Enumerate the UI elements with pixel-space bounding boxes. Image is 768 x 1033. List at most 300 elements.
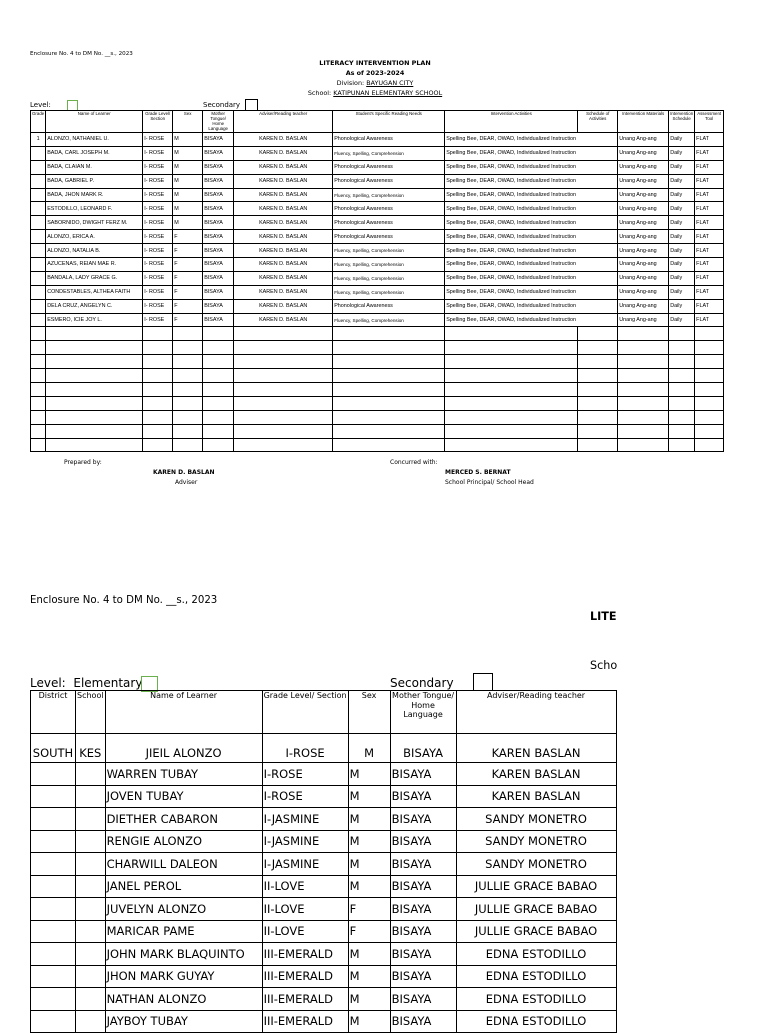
cell-adviser: KAREN D. BASLAN [234, 299, 333, 313]
cell-school [76, 808, 106, 831]
empty-cell [143, 369, 173, 383]
empty-cell [578, 355, 618, 369]
cell-school [76, 920, 106, 943]
prepared-by-role: Adviser [175, 479, 198, 486]
column-header: Name of Learner [105, 691, 262, 734]
table-row [31, 898, 617, 921]
cell-district [31, 785, 76, 808]
cell-materials: Unang Ang-ang [618, 313, 669, 327]
cell-name: BADA, GABRIEL P. [46, 174, 143, 188]
empty-cell [46, 341, 143, 355]
empty-cell [143, 424, 173, 438]
column-header: Adviser/Reading teacher [456, 691, 616, 734]
cell-needs: Phonological Awareness [333, 160, 445, 174]
cell-schedule [578, 216, 618, 230]
empty-cell [173, 355, 203, 369]
cell-needs: Fluency, Spelling, Comprehension [333, 188, 445, 202]
cell-school [76, 943, 106, 966]
table-row [31, 313, 724, 327]
column-header: District [31, 691, 76, 734]
cell-schedule [578, 188, 618, 202]
division-name: BAYUGAN CITY [366, 79, 414, 87]
cell-sex: F [173, 285, 203, 299]
table-row [31, 285, 724, 299]
empty-cell [203, 410, 234, 424]
cell-activities: Spelling Bee, DEAR, OWAD, Individualized Instruction [445, 258, 578, 272]
cell-section: III-EMERALD [262, 943, 348, 966]
empty-cell [618, 327, 669, 341]
cell-materials: Unang Ang-ang [618, 271, 669, 285]
cell-sex: M [348, 875, 390, 898]
cell-tool: FLAT [695, 230, 724, 244]
cell-materials: Unang Ang-ang [618, 244, 669, 258]
empty-cell [695, 383, 724, 397]
cell-tongue: BISAYA [390, 763, 456, 786]
empty-cell [31, 369, 46, 383]
table-row [31, 830, 617, 853]
cell-tongue: BISAYA [203, 160, 234, 174]
enclosure-text: Enclosure No. 4 to DM No. __s., 2023 [30, 51, 133, 57]
table-row [31, 853, 617, 876]
empty-cell [578, 383, 618, 397]
empty-cell [333, 383, 445, 397]
empty-row [31, 355, 724, 369]
school-line [270, 89, 480, 97]
cell-tongue: BISAYA [203, 133, 234, 147]
cell-tool: FLAT [695, 133, 724, 147]
cell-section: II-LOVE [262, 875, 348, 898]
cell-activities: Spelling Bee, DEAR, OWAD, Individualized Instruction [445, 160, 578, 174]
cell-section: I-JASMINE [262, 808, 348, 831]
empty-cell [445, 355, 578, 369]
cell-int_sched: Daily [669, 216, 695, 230]
table-row [31, 943, 617, 966]
empty-cell [203, 383, 234, 397]
cell-district [31, 1010, 76, 1033]
empty-cell [445, 327, 578, 341]
cell-adviser: KAREN D. BASLAN [234, 230, 333, 244]
cell-grade [31, 188, 46, 202]
empty-cell [695, 424, 724, 438]
level-label-2: Level: [30, 676, 66, 690]
title-fragment: LITE [590, 610, 617, 623]
cell-name: ESMERO, ICIE JOY L. [46, 313, 143, 327]
cell-grade: 1 [31, 133, 46, 147]
cell-needs: Phonological Awareness [333, 174, 445, 188]
cell-sex: M [173, 188, 203, 202]
cell-adviser: KAREN D. BASLAN [234, 133, 333, 147]
empty-row [31, 410, 724, 424]
cell-name: BADA, JHON MARK R. [46, 188, 143, 202]
cell-sex: M [348, 808, 390, 831]
cell-tongue: BISAYA [390, 920, 456, 943]
document-title: LITERACY INTERVENTION PLAN [319, 59, 431, 67]
cell-int_sched: Daily [669, 230, 695, 244]
concurred-name: MERCED S. BERNAT [445, 469, 511, 476]
empty-cell [669, 369, 695, 383]
cell-tongue: BISAYA [203, 202, 234, 216]
table-row [31, 734, 617, 763]
cell-needs: Phonological Awareness [333, 216, 445, 230]
table-row [31, 160, 724, 174]
cell-activities: Spelling Bee, DEAR, OWAD, Individualized Instruction [445, 271, 578, 285]
empty-cell [445, 369, 578, 383]
cell-name: ALONZO, NATHANIEL U. [46, 133, 143, 147]
cell-int_sched: Daily [669, 188, 695, 202]
column-header: School [76, 691, 106, 734]
cell-adviser: SANDY MONETRO [456, 830, 616, 853]
cell-int_sched: Daily [669, 146, 695, 160]
cell-sex: F [173, 230, 203, 244]
cell-district [31, 943, 76, 966]
cell-tongue: BISAYA [203, 146, 234, 160]
cell-adviser: KAREN BASLAN [456, 763, 616, 786]
empty-cell [669, 410, 695, 424]
column-header: Assessment Tool [695, 111, 724, 133]
empty-cell [173, 327, 203, 341]
empty-cell [445, 396, 578, 410]
cell-adviser: KAREN BASLAN [456, 785, 616, 808]
cell-name: ESTODILLO, LEONARD F. [46, 202, 143, 216]
column-header: Intervention Schedule [669, 111, 695, 133]
table-row [31, 133, 724, 147]
cell-section: I- ROSE [143, 216, 173, 230]
empty-cell [203, 369, 234, 383]
cell-section: I-ROSE [262, 763, 348, 786]
secondary-label: Secondary [203, 101, 241, 109]
empty-cell [333, 396, 445, 410]
cell-sex: M [348, 965, 390, 988]
empty-cell [173, 396, 203, 410]
cell-section: I- ROSE [143, 202, 173, 216]
cell-sex: M [348, 943, 390, 966]
empty-cell [333, 355, 445, 369]
empty-cell [234, 327, 333, 341]
cell-sex: M [173, 160, 203, 174]
empty-cell [203, 438, 234, 452]
cell-activities: Spelling Bee, DEAR, OWAD, Individualized Instruction [445, 174, 578, 188]
empty-cell [31, 424, 46, 438]
empty-cell [31, 396, 46, 410]
cell-materials: Unang Ang-ang [618, 285, 669, 299]
cell-district [31, 830, 76, 853]
cell-adviser: KAREN D. BASLAN [234, 174, 333, 188]
table-row [31, 230, 724, 244]
cell-tongue: BISAYA [390, 853, 456, 876]
learner-table [30, 690, 617, 1033]
empty-cell [333, 424, 445, 438]
empty-cell [173, 410, 203, 424]
cell-grade [31, 160, 46, 174]
cell-name: DELA CRUZ, ANGELYN C. [46, 299, 143, 313]
table-header-row [31, 111, 724, 133]
cell-needs: Fluency, Spelling, Comprehension [333, 271, 445, 285]
cell-tool: FLAT [695, 258, 724, 272]
table-row [31, 244, 724, 258]
cell-activities: Spelling Bee, DEAR, OWAD, Individualized Instruction [445, 146, 578, 160]
empty-cell [173, 438, 203, 452]
cell-schedule [578, 244, 618, 258]
cell-tongue: BISAYA [203, 258, 234, 272]
empty-cell [333, 438, 445, 452]
cell-needs: Fluency, Spelling, Comprehension [333, 285, 445, 299]
empty-cell [31, 438, 46, 452]
empty-cell [578, 410, 618, 424]
cell-section: I- ROSE [143, 146, 173, 160]
empty-cell [203, 341, 234, 355]
empty-cell [695, 341, 724, 355]
cell-adviser: KAREN D. BASLAN [234, 146, 333, 160]
cell-school [76, 898, 106, 921]
table-row [31, 988, 617, 1011]
secondary-label-2: Secondary [390, 676, 454, 690]
empty-cell [445, 410, 578, 424]
cell-name: BADA, CLAIAN M. [46, 160, 143, 174]
cell-tool: FLAT [695, 188, 724, 202]
cell-adviser: KAREN BASLAN [456, 734, 616, 763]
cell-district [31, 965, 76, 988]
empty-cell [31, 410, 46, 424]
empty-cell [618, 369, 669, 383]
cell-name: JOVEN TUBAY [105, 785, 262, 808]
cell-tongue: BISAYA [390, 988, 456, 1011]
cell-name: RENGIE ALONZO [105, 830, 262, 853]
empty-row [31, 424, 724, 438]
cell-tongue: BISAYA [390, 965, 456, 988]
table-header-row [31, 691, 617, 734]
cell-district [31, 988, 76, 1011]
cell-int_sched: Daily [669, 285, 695, 299]
cell-tongue: BISAYA [390, 808, 456, 831]
empty-cell [333, 369, 445, 383]
empty-cell [31, 341, 46, 355]
cell-adviser: EDNA ESTODILLO [456, 1010, 616, 1033]
cell-tool: FLAT [695, 174, 724, 188]
cell-adviser: SANDY MONETRO [456, 853, 616, 876]
empty-cell [143, 438, 173, 452]
cell-sex: M [348, 785, 390, 808]
cell-schedule [578, 174, 618, 188]
cell-int_sched: Daily [669, 133, 695, 147]
cell-needs: Phonological Awareness [333, 202, 445, 216]
cell-needs: Fluency, Spelling, Comprehension [333, 146, 445, 160]
column-header: Sex [173, 111, 203, 133]
cell-tool: FLAT [695, 216, 724, 230]
cell-needs: Phonological Awareness [333, 133, 445, 147]
table-row [31, 146, 724, 160]
cell-int_sched: Daily [669, 160, 695, 174]
table-row [31, 965, 617, 988]
cell-name: JOHN MARK BLAQUINTO [105, 943, 262, 966]
empty-cell [234, 424, 333, 438]
empty-cell [46, 355, 143, 369]
cell-name: ALONZO, NATALIA B. [46, 244, 143, 258]
cell-sex: M [348, 763, 390, 786]
cell-activities: Spelling Bee, DEAR, OWAD, Individualized Instruction [445, 202, 578, 216]
table-row [31, 785, 617, 808]
level-label: Level: [30, 101, 51, 109]
cell-needs: Phonological Awareness [333, 230, 445, 244]
empty-cell [46, 396, 143, 410]
cell-grade [31, 216, 46, 230]
empty-cell [578, 396, 618, 410]
empty-cell [618, 438, 669, 452]
cell-sex: F [348, 920, 390, 943]
column-header: Intervention Materials [618, 111, 669, 133]
column-header: Name of Learner [46, 111, 143, 133]
cell-materials: Unang Ang-ang [618, 202, 669, 216]
cell-sex: F [173, 299, 203, 313]
cell-section: I- ROSE [143, 174, 173, 188]
column-header: Grade Level/ Section [143, 111, 173, 133]
cell-school [76, 853, 106, 876]
empty-cell [618, 424, 669, 438]
cell-needs: Fluency, Spelling, Comprehension [333, 258, 445, 272]
empty-cell [669, 355, 695, 369]
empty-cell [46, 327, 143, 341]
empty-cell [669, 396, 695, 410]
cell-grade [31, 244, 46, 258]
cell-int_sched: Daily [669, 271, 695, 285]
cell-needs: Phonological Awareness [333, 299, 445, 313]
empty-cell [618, 341, 669, 355]
empty-cell [46, 438, 143, 452]
cell-activities: Spelling Bee, DEAR, OWAD, Individualized Instruction [445, 216, 578, 230]
cell-sex: M [348, 734, 390, 763]
cell-schedule [578, 202, 618, 216]
intervention-table [30, 110, 724, 452]
cell-adviser: KAREN D. BASLAN [234, 244, 333, 258]
cell-schedule [578, 230, 618, 244]
empty-cell [46, 369, 143, 383]
empty-cell [234, 383, 333, 397]
table-row [31, 271, 724, 285]
cell-grade [31, 174, 46, 188]
cell-schedule [578, 313, 618, 327]
cell-activities: Spelling Bee, DEAR, OWAD, Individualized Instruction [445, 299, 578, 313]
cell-tongue: BISAYA [390, 785, 456, 808]
cell-school [76, 875, 106, 898]
empty-row [31, 383, 724, 397]
empty-cell [333, 341, 445, 355]
table-row [31, 808, 617, 831]
cell-schedule [578, 160, 618, 174]
cell-tongue: BISAYA [203, 244, 234, 258]
cell-materials: Unang Ang-ang [618, 299, 669, 313]
cell-schedule [578, 285, 618, 299]
cell-adviser: KAREN D. BASLAN [234, 271, 333, 285]
empty-cell [46, 410, 143, 424]
cell-schedule [578, 133, 618, 147]
cell-adviser: KAREN D. BASLAN [234, 258, 333, 272]
column-header: Student's Specific Reading Needs [333, 111, 445, 133]
cell-section: I-JASMINE [262, 830, 348, 853]
empty-cell [445, 383, 578, 397]
cell-district [31, 920, 76, 943]
cell-materials: Unang Ang-ang [618, 174, 669, 188]
table-row [31, 258, 724, 272]
empty-cell [234, 355, 333, 369]
cell-tool: FLAT [695, 299, 724, 313]
cell-grade [31, 202, 46, 216]
cell-adviser: EDNA ESTODILLO [456, 988, 616, 1011]
table-row [31, 202, 724, 216]
cell-school: KES [76, 734, 106, 763]
empty-cell [203, 327, 234, 341]
secondary-checkbox-2[interactable] [473, 673, 493, 691]
empty-cell [618, 410, 669, 424]
cell-name: AZUCENAS, REIAN MAE R. [46, 258, 143, 272]
empty-cell [234, 438, 333, 452]
column-header: Mother Tongue/ Home Language [390, 691, 456, 734]
column-header: Mother Tongue/ Home Language [203, 111, 234, 133]
cell-schedule [578, 258, 618, 272]
cell-tool: FLAT [695, 202, 724, 216]
empty-cell [143, 396, 173, 410]
cell-schedule [578, 146, 618, 160]
cell-name: JHON MARK GUYAY [105, 965, 262, 988]
cell-int_sched: Daily [669, 313, 695, 327]
empty-cell [143, 410, 173, 424]
cell-sex: M [173, 174, 203, 188]
cell-district [31, 875, 76, 898]
empty-row [31, 327, 724, 341]
empty-row [31, 369, 724, 383]
empty-cell [333, 410, 445, 424]
cell-needs: Fluency, Spelling, Comprehension [333, 244, 445, 258]
cell-materials: Unang Ang-ang [618, 133, 669, 147]
cell-name: JAYBOY TUBAY [105, 1010, 262, 1033]
cell-name: JIEIL ALONZO [105, 734, 262, 763]
cell-name: DIETHER CABARON [105, 808, 262, 831]
cell-tongue: BISAYA [203, 313, 234, 327]
cell-grade [31, 230, 46, 244]
cell-schedule [578, 271, 618, 285]
cell-school [76, 830, 106, 853]
cell-adviser: KAREN D. BASLAN [234, 202, 333, 216]
school-label: School: [307, 89, 334, 97]
cell-materials: Unang Ang-ang [618, 146, 669, 160]
column-header: Adviser/Reading teacher [234, 111, 333, 133]
table-row [31, 216, 724, 230]
cell-sex: M [348, 853, 390, 876]
empty-cell [143, 341, 173, 355]
cell-int_sched: Daily [669, 174, 695, 188]
table-row [31, 188, 724, 202]
cell-school [76, 785, 106, 808]
cell-activities: Spelling Bee, DEAR, OWAD, Individualized Instruction [445, 188, 578, 202]
cell-section: I- ROSE [143, 271, 173, 285]
empty-cell [695, 355, 724, 369]
enclosure-text-2: Enclosure No. 4 to DM No. __s., 2023 [30, 595, 218, 606]
cell-name: CHARWILL DALEON [105, 853, 262, 876]
cell-section: I- ROSE [143, 285, 173, 299]
school-fragment: Scho [590, 659, 618, 672]
cell-adviser: KAREN D. BASLAN [234, 216, 333, 230]
empty-cell [578, 369, 618, 383]
cell-section: I- ROSE [143, 258, 173, 272]
cell-int_sched: Daily [669, 299, 695, 313]
empty-cell [31, 355, 46, 369]
cell-tool: FLAT [695, 313, 724, 327]
cell-schedule [578, 299, 618, 313]
cell-tongue: BISAYA [390, 734, 456, 763]
empty-cell [234, 396, 333, 410]
empty-cell [203, 355, 234, 369]
cell-tool: FLAT [695, 285, 724, 299]
cell-section: I- ROSE [143, 188, 173, 202]
cell-sex: M [173, 202, 203, 216]
